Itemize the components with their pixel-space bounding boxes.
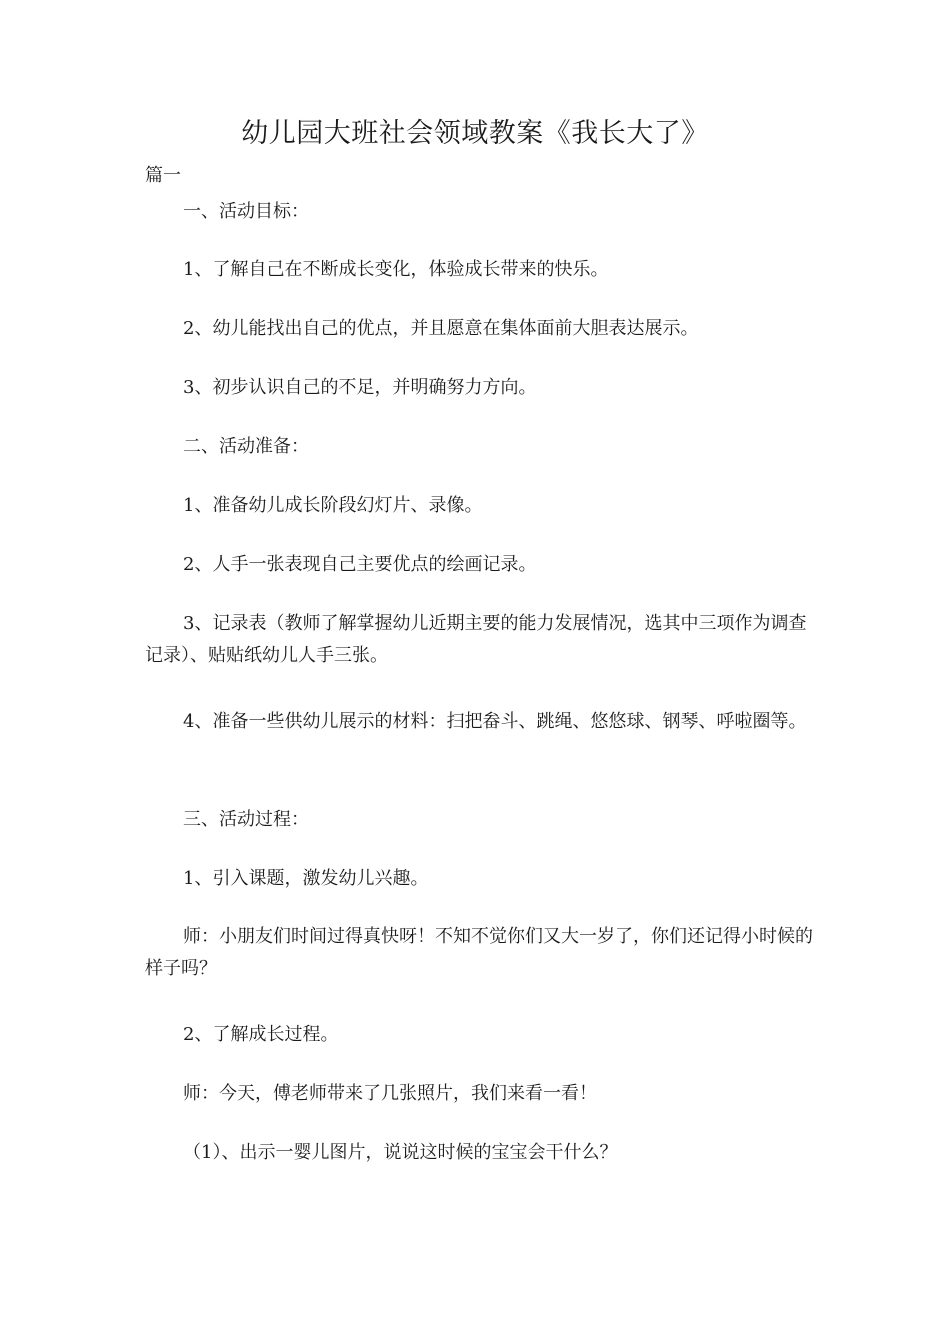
paragraph: 3、初步认识自己的不足，并明确努力方向。 [183,377,537,398]
paragraph: （1）、出示一婴儿图片，说说这时候的宝宝会干什么？ [183,1142,618,1163]
paragraph: 1、了解自己在不断成长变化，体验成长带来的快乐。 [183,259,609,280]
paragraph: 一、活动目标： [183,201,309,222]
paragraph: 三、活动过程： [183,809,309,830]
paragraph: 2、人手一张表现自己主要优点的绘画记录。 [183,554,537,575]
paragraph: 师：今天，傅老师带来了几张照片，我们来看一看！ [183,1083,597,1104]
paragraph: 2、幼儿能找出自己的优点，并且愿意在集体面前大胆表达展示。 [183,318,699,339]
paragraph: 4、准备一些供幼儿展示的材料：扫把畚斗、跳绳、悠悠球、钢琴、呼啦圈等。 [183,711,807,732]
paragraph: 1、引入课题，激发幼儿兴趣。 [183,868,429,889]
section-label: 篇一 [145,165,181,186]
paragraph: 1、准备幼儿成长阶段幻灯片、录像。 [183,495,483,516]
paragraph: 2、了解成长过程。 [183,1024,339,1045]
document-title: 幼儿园大班社会领域教案《我长大了》 [241,118,709,149]
paragraph: 师：小朋友们时间过得真快呀！不知不觉你们又大一岁了，你们还记得小时候的样子吗？ [145,926,813,979]
paragraph: 3、记录表（教师了解掌握幼儿近期主要的能力发展情况，选其中三项作为调查记录）、贴贴纸幼儿人手三张。 [145,613,807,666]
paragraph: 二、活动准备： [183,436,309,457]
